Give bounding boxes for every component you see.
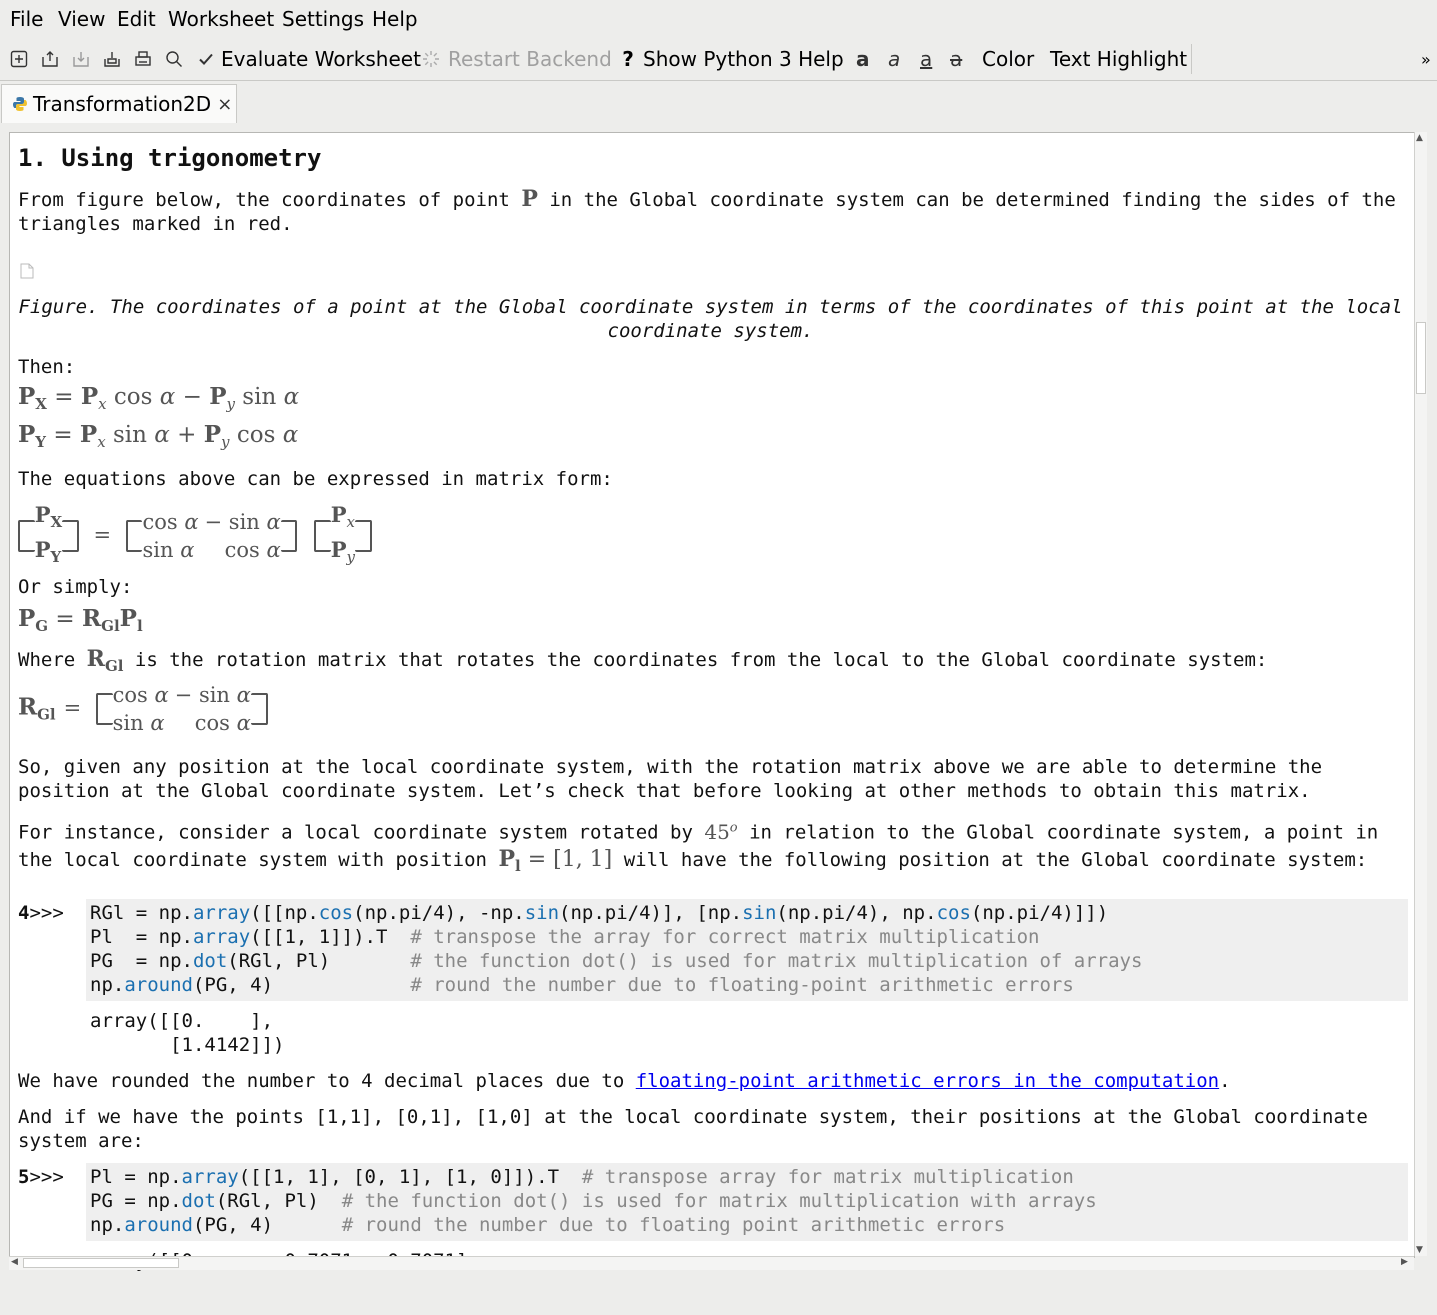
instance-text-1: For instance, consider a local coordinate system rotated by xyxy=(18,821,705,844)
color-label: Color xyxy=(982,47,1035,71)
intro-paragraph xyxy=(18,187,1403,236)
help-icon: ? xyxy=(622,47,634,71)
text-highlight-label: Text Highlight xyxy=(1050,47,1188,71)
python-icon xyxy=(12,96,28,112)
where-text-1: Where xyxy=(18,649,87,671)
new-worksheet-button[interactable] xyxy=(9,38,29,80)
rounded-text-1: We have rounded the number to 4 decimal places due to xyxy=(18,1070,636,1092)
equation-pg: $P_G = R_{Gl}P_l$ xyxy=(18,605,143,635)
vertical-scroll-thumb[interactable] xyxy=(1416,322,1426,394)
search-icon xyxy=(164,49,184,69)
rounded-paragraph xyxy=(18,1069,1403,1093)
toolbar xyxy=(0,38,1437,81)
instance-text-2: in relation to the Global coordinate system, a point in the local coordinate system with position xyxy=(18,821,1379,871)
cell-prompt: 5>>> xyxy=(18,1166,64,1188)
open-button[interactable] xyxy=(40,38,60,80)
menu-worksheet[interactable]: Worksheet xyxy=(168,7,275,31)
horizontal-scrollbar[interactable] xyxy=(9,1256,1414,1270)
new-document-icon xyxy=(9,49,29,69)
menu-settings[interactable]: Settings xyxy=(282,7,365,31)
equation-py: $P_Y = P_x$ $\sin \alpha + P_y$ cos α xyxy=(18,421,299,451)
bold-icon: a xyxy=(856,47,870,71)
figure-caption xyxy=(18,295,1403,343)
menu-help[interactable]: Help xyxy=(372,7,418,31)
section-heading: 1. Using trigonometry xyxy=(18,144,322,172)
save-icon xyxy=(71,49,91,69)
then-text: Then: xyxy=(18,356,76,378)
checkmark-icon xyxy=(196,49,216,69)
scroll-down-icon[interactable]: ▼ xyxy=(1416,1245,1423,1255)
cell-prompt: 4>>> xyxy=(18,902,64,924)
rotation-matrix-equation: $R_{Gl}$ = cos α − sin α sin α cos α xyxy=(18,681,1403,737)
horizontal-scroll-thumb[interactable] xyxy=(23,1258,179,1268)
print-button[interactable] xyxy=(133,38,153,80)
find-button[interactable] xyxy=(164,38,184,80)
print-icon xyxy=(133,49,153,69)
matrix-equation: $P_X$ $P_Y$ = cos α − sin α sin α cos α $P_x$ $P_y$ xyxy=(18,501,1403,571)
code-output: array([[0. ], [1.4142]]) xyxy=(90,1010,285,1056)
text-highlight-button[interactable] xyxy=(1050,38,1187,80)
export-button[interactable] xyxy=(102,38,122,80)
for-instance-paragraph: For instance, consider a local coordinate system rotated by 45$^o$ in relation to the Global coordinate system, a point in the local coordinate system with position $P_l = [1$, 1] will have the following position at the Global coordinate system: xyxy=(18,819,1379,875)
save-button[interactable] xyxy=(71,38,91,80)
where-text-2: is the rotation matrix that rotates the coordinates from the local to the Global coordinate system: xyxy=(123,649,1268,671)
code-input[interactable]: Pl = np.array([[1, 1], [0, 1], [1, 0]]).T # transpose array for matrix multiplication PG = np.dot(RGl, Pl) # the function dot() is used for matrix multiplication with arrays np.around(PG, 4) # round the number due to floating point arithmetic errors xyxy=(90,1166,1097,1236)
open-icon xyxy=(40,49,60,69)
close-icon[interactable]: × xyxy=(217,93,233,115)
underline-button[interactable] xyxy=(920,38,932,80)
restart-backend-button[interactable] xyxy=(421,38,612,80)
scroll-left-icon[interactable]: ◀ xyxy=(11,1257,18,1267)
menu-view[interactable]: View xyxy=(58,7,106,31)
menu-file[interactable]: File xyxy=(10,7,44,31)
tab-transformation2d[interactable] xyxy=(1,84,237,123)
menu-edit[interactable]: Edit xyxy=(117,7,156,31)
where-paragraph: Where $R_{Gl}$ is the rotation matrix that rotates the coordinates from the local to the Global coordinate system: xyxy=(18,646,1268,675)
export-icon xyxy=(102,49,122,69)
underline-icon: a xyxy=(920,47,933,71)
evaluate-worksheet-label: Evaluate Worksheet xyxy=(221,47,421,71)
floating-point-link[interactable]: floating-point arithmetic errors in the computation xyxy=(635,1070,1220,1092)
overflow-icon: » xyxy=(1421,49,1431,69)
tab-label: Transformation2D xyxy=(33,92,212,116)
caption-text: The coordinates of a point at the Global coordinate system in terms of the coordinates of this point at the local coordinate system. xyxy=(98,296,1403,342)
toolbar-separator xyxy=(1191,44,1192,74)
caption-label: Figure. xyxy=(18,296,99,318)
tab-strip xyxy=(0,81,1437,123)
intro-text-2: in the Global coordinate system can be determined finding the sides of the triangles marked in red. xyxy=(18,189,1396,235)
instance-text-3: will have the following position at the Global coordinate system: xyxy=(612,848,1368,871)
matrix-intro-text: The equations above can be expressed in matrix form: xyxy=(18,468,613,490)
broken-image-icon xyxy=(20,261,34,285)
show-help-button[interactable] xyxy=(620,38,844,80)
menu-bar xyxy=(0,0,1437,36)
vertical-scrollbar[interactable] xyxy=(1414,132,1427,1256)
math-point-p: P xyxy=(521,186,538,212)
show-help-label: Show Python 3 Help xyxy=(643,47,844,71)
evaluate-worksheet-button[interactable] xyxy=(196,38,421,80)
code-cell-4[interactable] xyxy=(18,899,1411,1065)
bold-button[interactable] xyxy=(856,38,870,80)
points-paragraph: And if we have the points [1,1], [0,1], [1,0] at the local coordinate system, their positions at the Global coordinate system are: xyxy=(18,1106,1368,1152)
worksheet-document[interactable] xyxy=(9,132,1415,1258)
rounded-text-2: . xyxy=(1219,1070,1231,1092)
restart-backend-label: Restart Backend xyxy=(448,47,612,71)
instance-position: = [1, 1] xyxy=(527,846,613,872)
equation-px: $P_X = P_x$ $\cos \alpha - P_y$ sin α xyxy=(18,383,300,413)
or-simply-text: Or simply: xyxy=(18,576,133,598)
so-given-paragraph: So, given any position at the local coordinate system, with the rotation matrix above we are able to determine the position at the Global coordinate system. Let’s check that before looking at other methods to obtain this matrix. xyxy=(18,756,1323,802)
strikethrough-icon: a xyxy=(950,47,963,71)
italic-button[interactable] xyxy=(888,38,900,80)
angle-value: 45 xyxy=(704,819,730,844)
code-input[interactable]: RGl = np.array([[np.cos(np.pi/4), -np.sin(np.pi/4)], [np.sin(np.pi/4), np.cos(np.pi/4)]]) Pl = np.array([[1, 1]]).T # transpose the array for correct matrix multiplication PG = np.dot(RGl, Pl) # the function dot() is used for matrix multiplication of arrays np.around(PG, 4) # round the number due to floating-point arithmetic errors xyxy=(90,902,1143,996)
strikethrough-button[interactable] xyxy=(950,38,962,80)
color-button[interactable] xyxy=(982,38,1034,80)
spinner-icon xyxy=(421,49,441,69)
angle-degree: o xyxy=(729,820,738,835)
toolbar-overflow-button[interactable] xyxy=(1421,38,1431,80)
scroll-up-icon[interactable]: ▲ xyxy=(1416,133,1423,143)
intro-text-1: From figure below, the coordinates of point xyxy=(18,189,522,211)
scroll-right-icon[interactable]: ▶ xyxy=(1401,1257,1408,1267)
italic-icon: a xyxy=(888,47,901,71)
